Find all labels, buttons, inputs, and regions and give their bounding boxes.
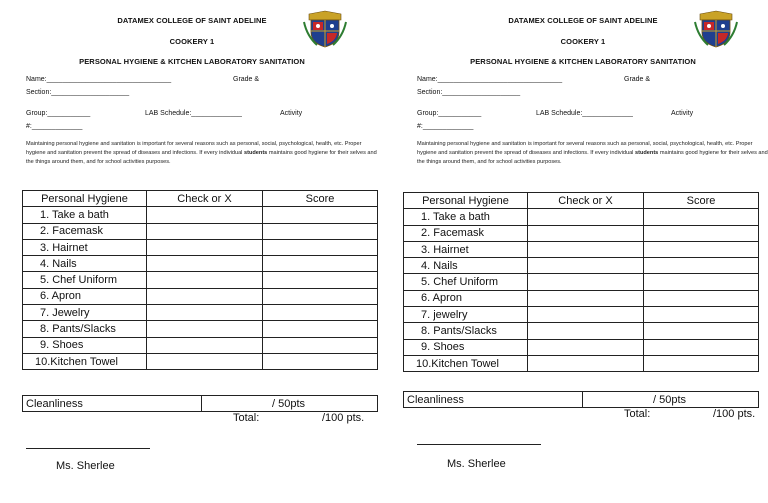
hygiene-item: 6. Apron <box>23 288 147 304</box>
score-cell <box>263 305 378 321</box>
score-cell <box>263 353 378 369</box>
signature-name: Ms. Sherlee <box>447 458 506 470</box>
check-cell <box>528 274 644 290</box>
hygiene-item: 4. Nails <box>23 256 147 272</box>
table-row <box>23 239 378 255</box>
table-row <box>404 392 759 408</box>
hygiene-item: 8. Pants/Slacks <box>23 321 147 337</box>
grade-label: Grade & <box>233 76 260 83</box>
check-cell <box>528 241 644 257</box>
col-header-check: Check or X <box>147 191 263 207</box>
hygiene-item: 6. Apron <box>404 290 528 306</box>
table-row <box>23 396 378 412</box>
lab-schedule-field: LAB Schedule:_____________ <box>536 110 633 117</box>
activity-label: Activity <box>671 110 694 117</box>
score-cell <box>644 323 759 339</box>
cleanliness-points: / 50pts <box>583 392 759 408</box>
table-row <box>404 323 759 339</box>
table-header-row <box>23 191 378 207</box>
cleanliness-label: Cleanliness <box>404 392 583 408</box>
school-name: DATAMEX COLLEGE OF SAINT ADELINE <box>117 16 267 25</box>
total-points: /100 pts. <box>322 412 365 424</box>
table-header-row <box>404 193 759 209</box>
hygiene-item: 1. Take a bath <box>23 207 147 223</box>
worksheet <box>391 0 768 503</box>
total-label: Total: <box>624 408 651 420</box>
table-row <box>404 290 759 306</box>
total-label: Total: <box>233 412 260 424</box>
score-cell <box>644 290 759 306</box>
table-row <box>23 288 378 304</box>
group-field: Group:___________ <box>417 110 482 117</box>
check-cell <box>528 225 644 241</box>
signature-line <box>417 444 541 445</box>
score-cell <box>263 321 378 337</box>
hygiene-item: 9. Shoes <box>404 339 528 355</box>
section-field: Section:____________________ <box>26 89 130 96</box>
check-cell <box>147 288 263 304</box>
score-cell <box>263 223 378 239</box>
score-cell <box>263 272 378 288</box>
hygiene-item: 3. Hairnet <box>23 239 147 255</box>
signature-name: Ms. Sherlee <box>56 460 115 472</box>
lab-schedule-field: LAB Schedule:_____________ <box>145 110 242 117</box>
table-row <box>404 307 759 323</box>
table-row <box>23 207 378 223</box>
score-cell <box>263 337 378 353</box>
col-header-item: Personal Hygiene <box>23 191 147 207</box>
total-points: /100 pts. <box>713 408 756 420</box>
table-row <box>404 258 759 274</box>
score-cell <box>263 256 378 272</box>
check-cell <box>528 258 644 274</box>
school-seal-icon <box>303 10 347 48</box>
grade-label: Grade & <box>624 76 651 83</box>
hygiene-item: 7. Jewelry <box>23 305 147 321</box>
score-cell <box>644 274 759 290</box>
table-row <box>23 337 378 353</box>
activity-number-field: #:_____________ <box>26 123 83 130</box>
check-cell <box>528 209 644 225</box>
course-name: COOKERY 1 <box>169 37 215 46</box>
hygiene-item: 2. Facemask <box>404 225 528 241</box>
check-cell <box>147 256 263 272</box>
score-cell <box>263 239 378 255</box>
activity-label: Activity <box>280 110 303 117</box>
score-cell <box>644 209 759 225</box>
cleanliness-table <box>22 395 378 412</box>
check-cell <box>147 223 263 239</box>
check-cell <box>147 272 263 288</box>
score-cell <box>644 241 759 257</box>
name-field: Name:________________________________ <box>26 76 172 83</box>
activity-number-field: #:_____________ <box>417 123 474 130</box>
hygiene-checklist-table <box>403 192 759 372</box>
school-seal-icon <box>694 10 738 48</box>
table-row <box>404 339 759 355</box>
check-cell <box>528 339 644 355</box>
score-cell <box>644 355 759 371</box>
section-field: Section:____________________ <box>417 89 521 96</box>
col-header-item: Personal Hygiene <box>404 193 528 209</box>
score-cell <box>644 339 759 355</box>
score-cell <box>644 225 759 241</box>
hygiene-item: 10.Kitchen Towel <box>404 355 528 371</box>
table-row <box>23 305 378 321</box>
table-row <box>23 353 378 369</box>
table-row <box>23 272 378 288</box>
score-cell <box>263 207 378 223</box>
intro-paragraph: Maintaining personal hygiene and sanitation is important for several reasons such as personal, social, psychological, health, etc. Proper hygiene and sanitation prevent the spread of diseases and infections. If every individual students maintains good hygiene for their selves and the things around them, and for school activities purposes. <box>26 141 377 166</box>
check-cell <box>147 353 263 369</box>
score-cell <box>263 288 378 304</box>
hygiene-item: 8. Pants/Slacks <box>404 323 528 339</box>
check-cell <box>147 337 263 353</box>
check-cell <box>528 307 644 323</box>
table-row <box>404 274 759 290</box>
table-row <box>23 223 378 239</box>
table-row <box>23 321 378 337</box>
check-cell <box>147 321 263 337</box>
check-cell <box>528 290 644 306</box>
hygiene-item: 4. Nails <box>404 258 528 274</box>
table-row <box>404 241 759 257</box>
col-header-score: Score <box>644 193 759 209</box>
hygiene-item: 3. Hairnet <box>404 241 528 257</box>
hygiene-item: 9. Shoes <box>23 337 147 353</box>
school-name: DATAMEX COLLEGE OF SAINT ADELINE <box>508 16 658 25</box>
hygiene-checklist-table <box>22 190 378 370</box>
signature-line <box>26 448 150 449</box>
name-field: Name:________________________________ <box>417 76 563 83</box>
worksheet-title: PERSONAL HYGIENE & KITCHEN LABORATORY SANITATION <box>470 57 696 66</box>
table-row <box>404 225 759 241</box>
table-row <box>404 209 759 225</box>
score-cell <box>644 307 759 323</box>
hygiene-item: 7. jewelry <box>404 307 528 323</box>
worksheet-title: PERSONAL HYGIENE & KITCHEN LABORATORY SANITATION <box>79 57 305 66</box>
table-row <box>23 256 378 272</box>
col-header-check: Check or X <box>528 193 644 209</box>
cleanliness-label: Cleanliness <box>23 396 202 412</box>
hygiene-item: 5. Chef Uniform <box>23 272 147 288</box>
intro-paragraph: Maintaining personal hygiene and sanitation is important for several reasons such as personal, social, psychological, health, etc. Proper hygiene and sanitation prevent the spread of diseases and infections. If every individual students maintains good hygiene for their selves and the things around them, and for school activities purposes. <box>417 141 768 166</box>
table-row <box>404 355 759 371</box>
cleanliness-points: / 50pts <box>202 396 378 412</box>
hygiene-item: 1. Take a bath <box>404 209 528 225</box>
check-cell <box>147 207 263 223</box>
course-name: COOKERY 1 <box>560 37 606 46</box>
check-cell <box>528 323 644 339</box>
col-header-score: Score <box>263 191 378 207</box>
hygiene-item: 2. Facemask <box>23 223 147 239</box>
group-field: Group:___________ <box>26 110 91 117</box>
hygiene-item: 5. Chef Uniform <box>404 274 528 290</box>
hygiene-item: 10.Kitchen Towel <box>23 353 147 369</box>
score-cell <box>644 258 759 274</box>
check-cell <box>528 355 644 371</box>
cleanliness-table <box>403 391 759 408</box>
check-cell <box>147 239 263 255</box>
check-cell <box>147 305 263 321</box>
